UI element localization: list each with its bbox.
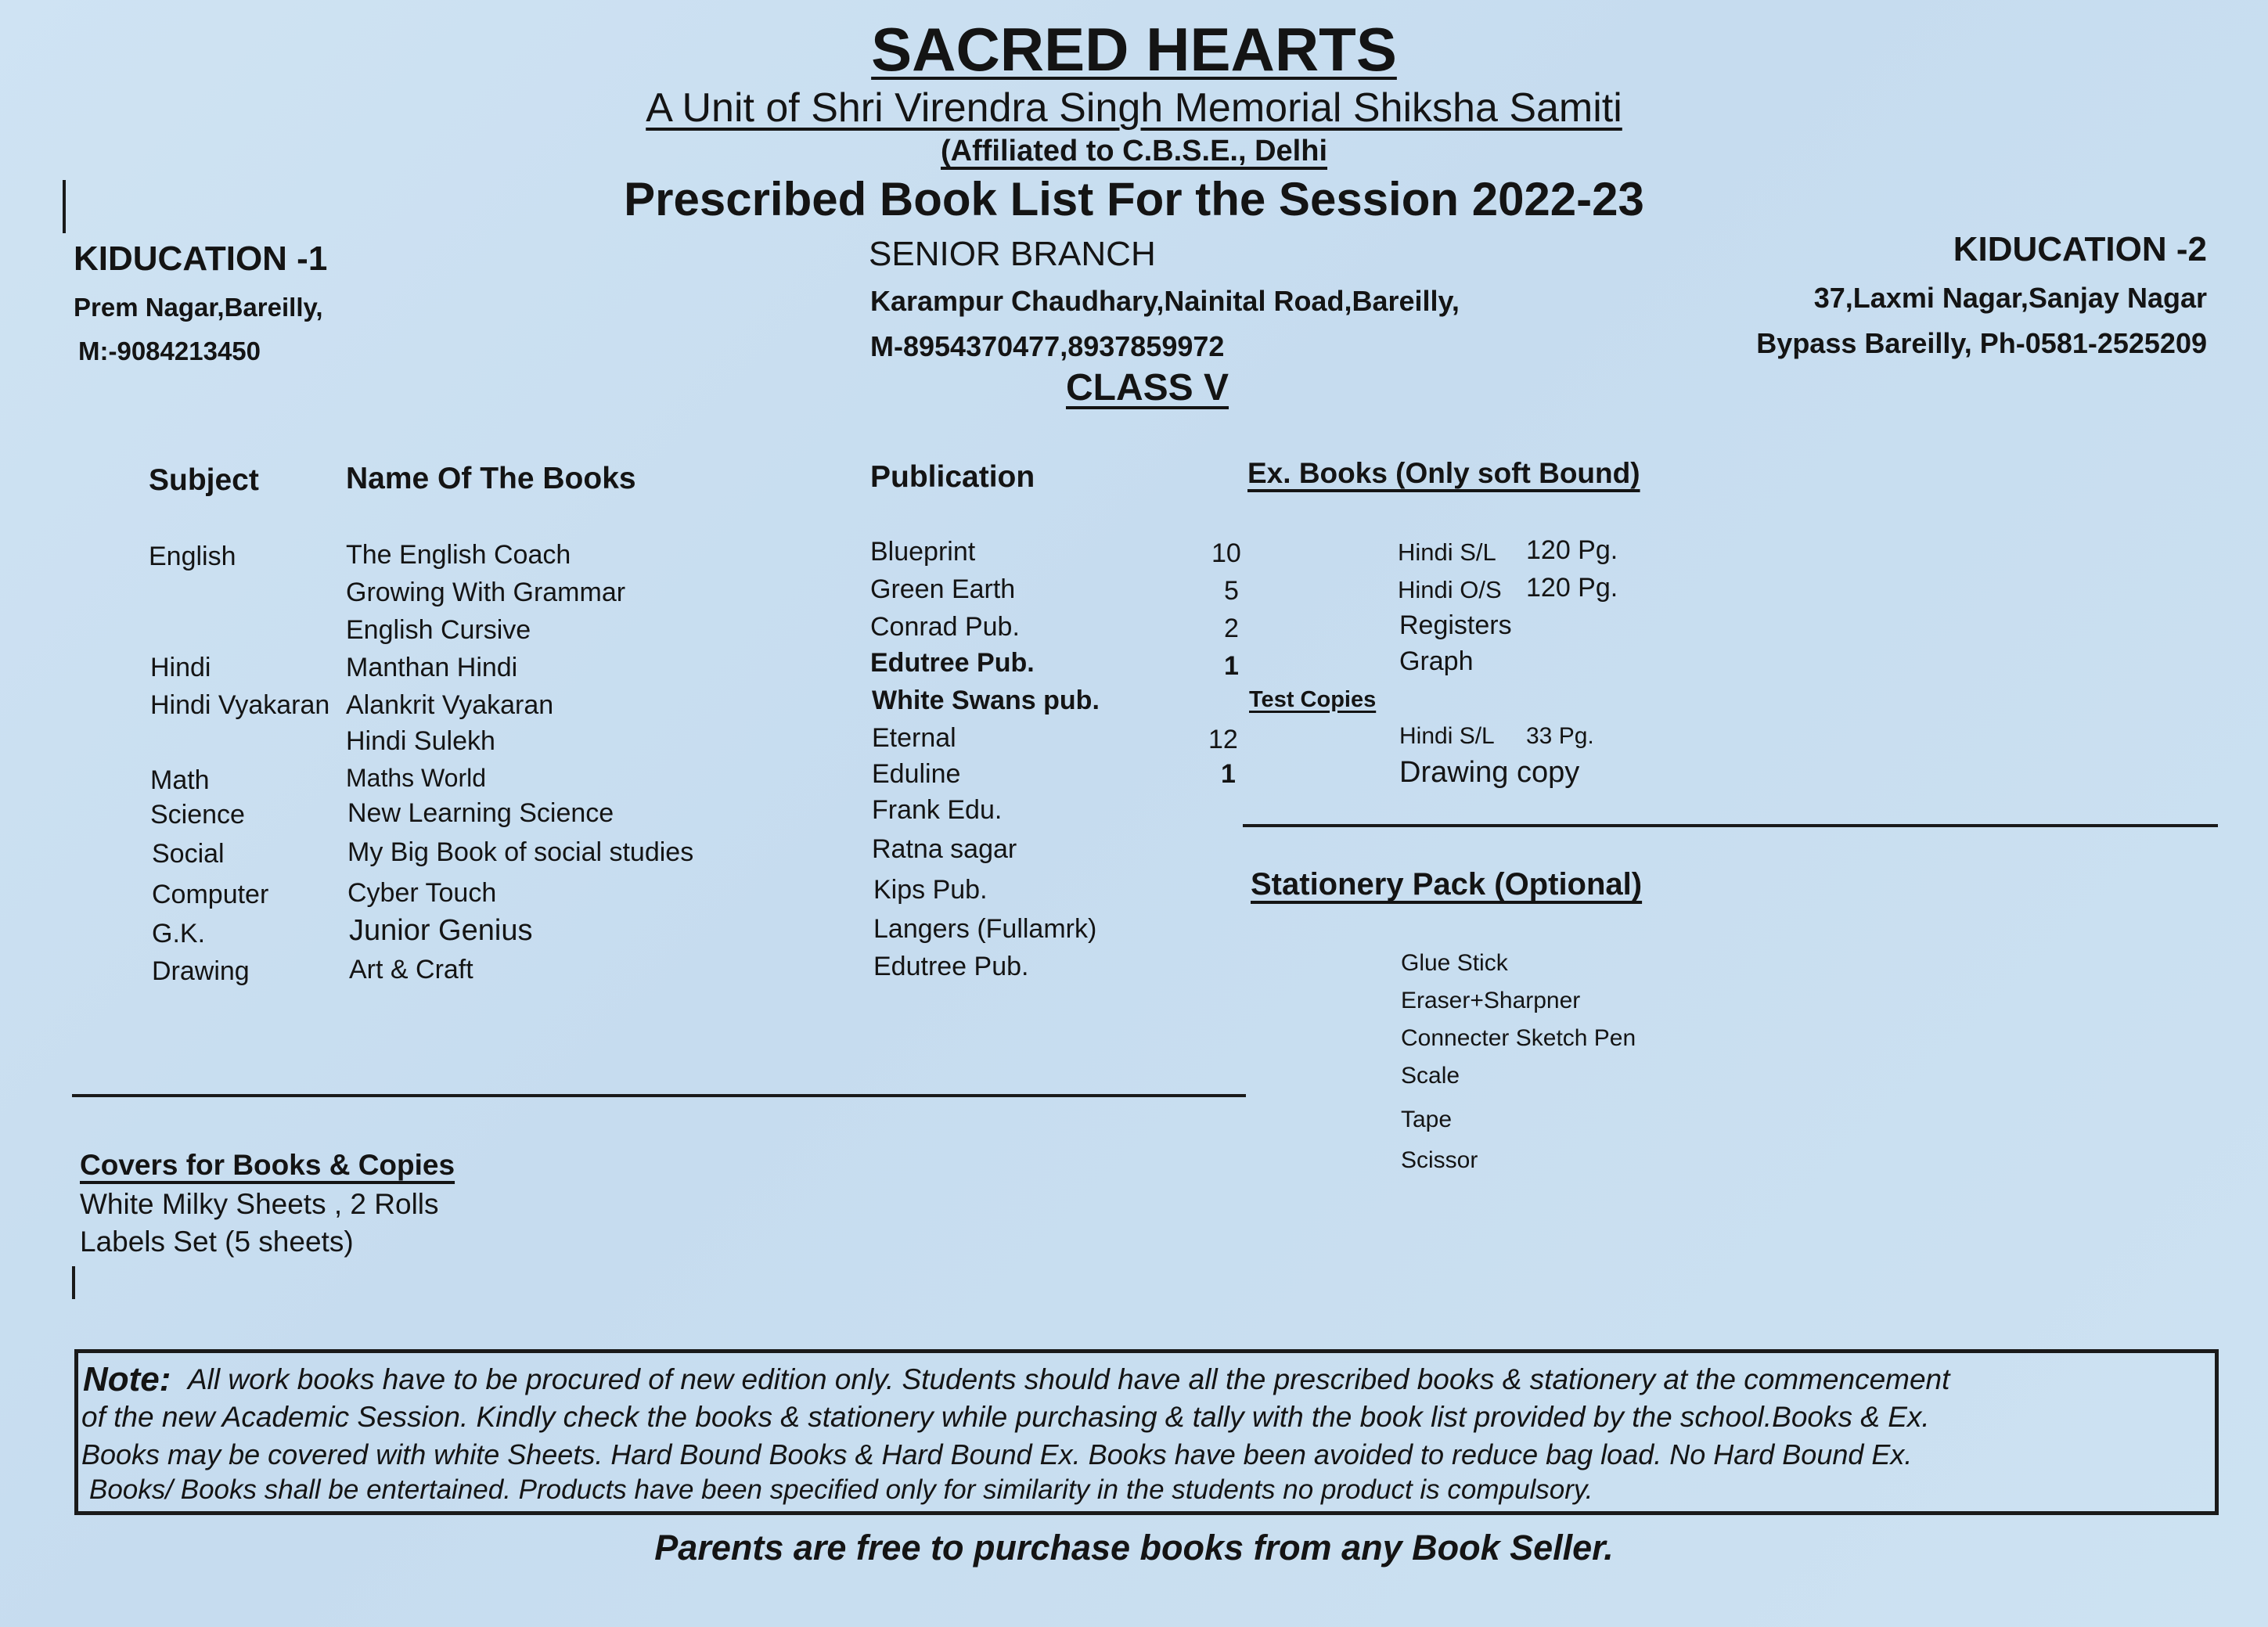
branch-left-address: Prem Nagar,Bareilly, <box>74 293 323 322</box>
book-cell: Maths World <box>346 764 487 792</box>
book-cell: New Learning Science <box>347 798 614 828</box>
school-name: SACRED HEARTS <box>871 15 1397 84</box>
footer-note: Parents are free to purchase books from any Book Seller. <box>654 1528 1614 1568</box>
col-header-subject: Subject <box>149 463 259 497</box>
branch-left-phone: M:-9084213450 <box>78 337 261 365</box>
ex-books-title: Ex. Books (Only soft Bound) <box>1247 457 1640 489</box>
book-cell: Junior Genius <box>349 914 533 947</box>
class-title: CLASS V <box>1066 367 1229 409</box>
test-copy-name: Hindi S/L <box>1399 723 1495 749</box>
ex-book-pages: 120 Pg. <box>1526 573 1618 603</box>
stationery-item: Glue Stick <box>1401 950 1508 976</box>
branch-center-address: Karampur Chaudhary,Nainital Road,Bareilly, <box>870 285 1460 317</box>
book-cell: Growing With Grammar <box>346 578 626 607</box>
publication-cell: Kips Pub. <box>873 875 988 905</box>
qty-cell: 1 <box>1224 651 1239 681</box>
branch-right-name: KIDUCATION -2 <box>1953 230 2207 268</box>
ex-book-name: Graph <box>1399 646 1474 676</box>
book-cell: Alankrit Vyakaran <box>346 690 554 720</box>
note-line: Books may be covered with white Sheets. Hard Bound Books & Hard Bound Ex. Books have been avoided to reduce bag load. No Hard Bound Ex. <box>81 1438 1913 1470</box>
qty-cell: 10 <box>1211 538 1241 568</box>
stationery-item: Scissor <box>1401 1147 1478 1173</box>
branch-right-address: 37,Laxmi Nagar,Sanjay Nagar <box>1813 282 2207 314</box>
branch-right-phone: Bypass Bareilly, Ph-0581-2525209 <box>1756 327 2207 359</box>
subject-cell: G.K. <box>152 919 206 948</box>
qty-cell: 2 <box>1224 614 1239 643</box>
qty-cell: 12 <box>1208 725 1238 754</box>
note-line: Books/ Books shall be entertained. Products have been specified only for similarity in the students no product is compulsory. <box>89 1474 1593 1505</box>
col-header-publication: Publication <box>870 460 1035 494</box>
subject-cell: Science <box>150 800 245 830</box>
ex-book-name: Hindi O/S <box>1398 576 1502 603</box>
publication-cell: Edutree Pub. <box>873 952 1029 981</box>
book-cell: Cyber Touch <box>347 878 497 908</box>
subject-cell: Hindi <box>150 653 211 682</box>
session-title: Prescribed Book List For the Session 2022-23 <box>624 173 1644 225</box>
stationery-title: Stationery Pack (Optional) <box>1251 867 1643 902</box>
test-copies-title: Test Copies <box>1249 687 1377 712</box>
note-label: Note: <box>83 1360 171 1398</box>
ex-book-name: Registers <box>1399 610 1512 640</box>
publication-cell: Ratna sagar <box>872 834 1017 864</box>
publication-cell: Edutree Pub. <box>870 648 1035 678</box>
divider-right <box>1243 824 2218 827</box>
note-line: All work books have to be procured of new edition only. Students should have all the prescribed books & stationery at the commencement <box>188 1363 1950 1395</box>
qty-cell: 1 <box>1221 759 1236 789</box>
book-cell: Art & Craft <box>349 955 473 984</box>
subject-cell: English <box>149 542 236 571</box>
publication-cell: Langers (Fullamrk) <box>873 914 1097 944</box>
book-cell: Manthan Hindi <box>346 653 518 682</box>
book-cell: Hindi Sulekh <box>346 726 495 756</box>
publication-cell: Conrad Pub. <box>870 612 1020 642</box>
unit-line: A Unit of Shri Virendra Singh Memorial Shiksha Samiti <box>646 85 1622 131</box>
publication-cell: Eternal <box>872 723 956 753</box>
covers-title: Covers for Books & Copies <box>80 1149 455 1181</box>
margin-mark <box>72 1266 75 1299</box>
affiliation: (Affiliated to C.B.S.E., Delhi <box>940 135 1328 167</box>
publication-cell: Frank Edu. <box>872 795 1003 825</box>
stationery-item: Scale <box>1401 1063 1460 1089</box>
publication-cell: Blueprint <box>870 537 976 567</box>
book-cell: The English Coach <box>346 540 571 570</box>
book-cell: English Cursive <box>346 615 531 645</box>
subject-cell: Math <box>150 765 210 795</box>
test-copy-pages: 33 Pg. <box>1526 723 1594 749</box>
publication-cell: White Swans pub. <box>872 686 1100 715</box>
test-copy-name: Drawing copy <box>1399 756 1580 789</box>
publication-cell: Green Earth <box>870 574 1016 604</box>
subject-cell: Hindi Vyakaran <box>150 690 330 720</box>
divider-left <box>72 1094 1246 1097</box>
covers-line: White Milky Sheets , 2 Rolls <box>80 1188 439 1220</box>
stationery-item: Eraser+Sharpner <box>1401 988 1581 1013</box>
stationery-item: Connecter Sketch Pen <box>1401 1025 1636 1051</box>
covers-line: Labels Set (5 sheets) <box>80 1226 354 1258</box>
ex-book-pages: 120 Pg. <box>1526 535 1618 565</box>
branch-center-phone: M-8954370477,8937859972 <box>870 330 1225 362</box>
subject-cell: Drawing <box>152 956 250 986</box>
subject-cell: Social <box>152 839 225 869</box>
branch-left-name: KIDUCATION -1 <box>74 239 328 278</box>
qty-cell: 5 <box>1224 576 1239 606</box>
col-header-book: Name Of The Books <box>346 462 636 495</box>
margin-mark <box>63 180 66 233</box>
book-cell: My Big Book of social studies <box>347 837 694 867</box>
branch-center-name: SENIOR BRANCH <box>869 235 1156 273</box>
note-line: of the new Academic Session. Kindly check the books & stationery while purchasing & tally with the book list provided by the school.Books & Ex. <box>81 1401 1930 1433</box>
publication-cell: Eduline <box>872 759 961 789</box>
stationery-item: Tape <box>1401 1107 1453 1132</box>
subject-cell: Computer <box>152 880 269 909</box>
ex-book-name: Hindi S/L <box>1398 538 1496 566</box>
